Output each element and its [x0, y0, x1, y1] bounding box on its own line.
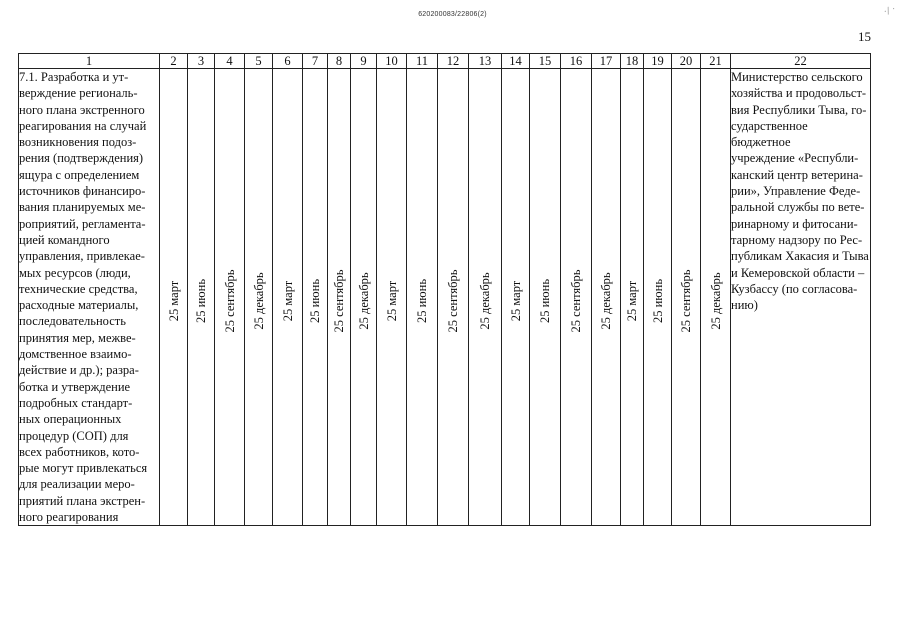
description-line: возникновения подоз-	[19, 135, 137, 150]
description-line: технические средства,	[19, 281, 138, 296]
column-number: 18	[621, 54, 644, 69]
deadline-date: 25 декабрь	[251, 272, 266, 330]
deadline-date: 25 декабрь	[356, 272, 371, 330]
description-line: подробных стандарт-	[19, 395, 133, 410]
responsible-line: сударственное бюджетное	[731, 118, 808, 150]
column-number: 13	[469, 54, 502, 69]
deadline-date: 25 декабрь	[477, 272, 492, 330]
deadline-cell	[303, 69, 328, 526]
deadline-date: 25 июнь	[193, 278, 208, 324]
deadline-date: 25 июнь	[414, 278, 429, 324]
deadline-cell	[273, 69, 303, 526]
column-number: 16	[561, 54, 592, 69]
column-number: 1	[19, 54, 160, 69]
description-line: цией командного	[19, 232, 110, 247]
deadline-cell	[407, 69, 438, 526]
column-number: 3	[188, 54, 215, 69]
responsible-line: тарному надзору по Рес-	[731, 232, 863, 247]
column-number: 15	[530, 54, 561, 69]
deadline-date: 25 март	[280, 280, 295, 322]
description-line: ного плана экстренного	[19, 102, 145, 117]
deadline-date: 25 март	[384, 280, 399, 322]
deadline-date: 25 март	[624, 280, 639, 322]
deadline-cell	[502, 69, 530, 526]
deadline-date: 25 июнь	[537, 278, 552, 324]
description-line: мых ресурсов (люди,	[19, 265, 131, 280]
column-number: 10	[377, 54, 407, 69]
deadline-cell	[160, 69, 188, 526]
responsible-line: и Кемеровской области –	[731, 265, 865, 280]
deadline-cell	[438, 69, 469, 526]
deadline-date: 25 июнь	[307, 278, 322, 324]
description-line: принятия мер, межве-	[19, 330, 136, 345]
responsible-line: ринарному и фитосани-	[731, 216, 858, 231]
deadline-cell	[621, 69, 644, 526]
column-number: 2	[160, 54, 188, 69]
document-code: 620200083/22806(2)	[418, 11, 487, 18]
deadline-date: 25 сентябрь	[568, 269, 583, 333]
responsible-line: рии», Управление Феде-	[731, 184, 861, 199]
column-number: 9	[351, 54, 377, 69]
description-line: реагирования на случай	[19, 118, 147, 133]
description-line: всех работников, кото-	[19, 444, 140, 459]
column-number: 4	[215, 54, 245, 69]
deadline-cell	[644, 69, 672, 526]
description-line: ных операционных	[19, 412, 122, 427]
deadline-date: 25 сентябрь	[678, 269, 693, 333]
deadline-date: 25 июнь	[650, 278, 665, 324]
deadline-date: 25 сентябрь	[445, 269, 460, 333]
description-line: действие и др.); разра-	[19, 363, 139, 378]
description-line: последовательность	[19, 314, 126, 329]
description-line: рые могут привлекаться	[19, 461, 148, 476]
description-line: источников финансиро-	[19, 184, 146, 199]
measure-description	[19, 69, 160, 526]
description-line: домственное взаимо-	[19, 347, 132, 362]
responsible-line: публикам Хакасия и Тыва	[731, 249, 869, 264]
deadline-cell	[188, 69, 215, 526]
column-number-row	[19, 54, 871, 69]
description-line: управления, привлекае-	[19, 249, 145, 264]
description-line: ботка и утверждение	[19, 379, 131, 394]
description-line: 7.1. Разработка и ут-	[19, 70, 129, 84]
deadline-cell	[351, 69, 377, 526]
column-number: 21	[701, 54, 731, 69]
description-line: рения (подтверждения)	[19, 151, 144, 166]
description-line: роприятий, регламента-	[19, 216, 146, 231]
description-line: расходные материалы,	[19, 298, 139, 313]
description-line: ящура с определением	[19, 167, 140, 182]
responsible-line: хозяйства и продовольст-	[731, 86, 867, 101]
description-line: процедур (СОП) для	[19, 428, 129, 443]
deadline-cell	[469, 69, 502, 526]
deadline-cell	[215, 69, 245, 526]
column-number: 12	[438, 54, 469, 69]
deadline-date: 25 сентябрь	[331, 269, 346, 333]
description-line: приятий плана экстрен-	[19, 493, 146, 508]
description-line: ного реагирования	[19, 510, 119, 525]
deadline-cell	[245, 69, 273, 526]
deadline-date: 25 сентябрь	[222, 269, 237, 333]
responsible-line: учреждение «Республи-	[731, 151, 859, 166]
table-row	[19, 69, 871, 526]
column-number: 20	[672, 54, 701, 69]
column-number: 11	[407, 54, 438, 69]
deadline-cell	[592, 69, 621, 526]
description-line: верждение региональ-	[19, 86, 138, 101]
responsible-line: канский центр ветерина-	[731, 167, 863, 182]
column-number: 7	[303, 54, 328, 69]
deadline-date: 25 декабрь	[708, 272, 723, 330]
deadline-cell	[530, 69, 561, 526]
deadline-date: 25 март	[166, 280, 181, 322]
responsible-line: нию)	[731, 298, 758, 313]
column-number: 5	[245, 54, 273, 69]
column-number: 14	[502, 54, 530, 69]
deadline-cell	[561, 69, 592, 526]
column-number: 6	[273, 54, 303, 69]
scan-mark: ·∕ ·	[882, 4, 897, 18]
responsible-line: ральной службы по вете-	[731, 200, 865, 215]
deadline-cell	[377, 69, 407, 526]
responsible-line: Кузбассу (по согласова-	[731, 281, 858, 296]
column-number: 19	[644, 54, 672, 69]
deadline-cell	[328, 69, 351, 526]
responsible-executors	[731, 69, 871, 526]
column-number: 22	[731, 54, 871, 69]
responsible-line: Министерство сельского	[731, 70, 863, 84]
responsible-line: вия Республики Тыва, го-	[731, 102, 867, 117]
measures-table	[18, 53, 871, 526]
column-number: 17	[592, 54, 621, 69]
deadline-date: 25 март	[508, 280, 523, 322]
page-number: 15	[858, 29, 871, 44]
deadline-cell	[672, 69, 701, 526]
description-line: вания планируемых ме-	[19, 200, 146, 215]
deadline-date: 25 декабрь	[598, 272, 613, 330]
description-line: для реализации меро-	[19, 477, 135, 492]
deadline-cell	[701, 69, 731, 526]
column-number: 8	[328, 54, 351, 69]
